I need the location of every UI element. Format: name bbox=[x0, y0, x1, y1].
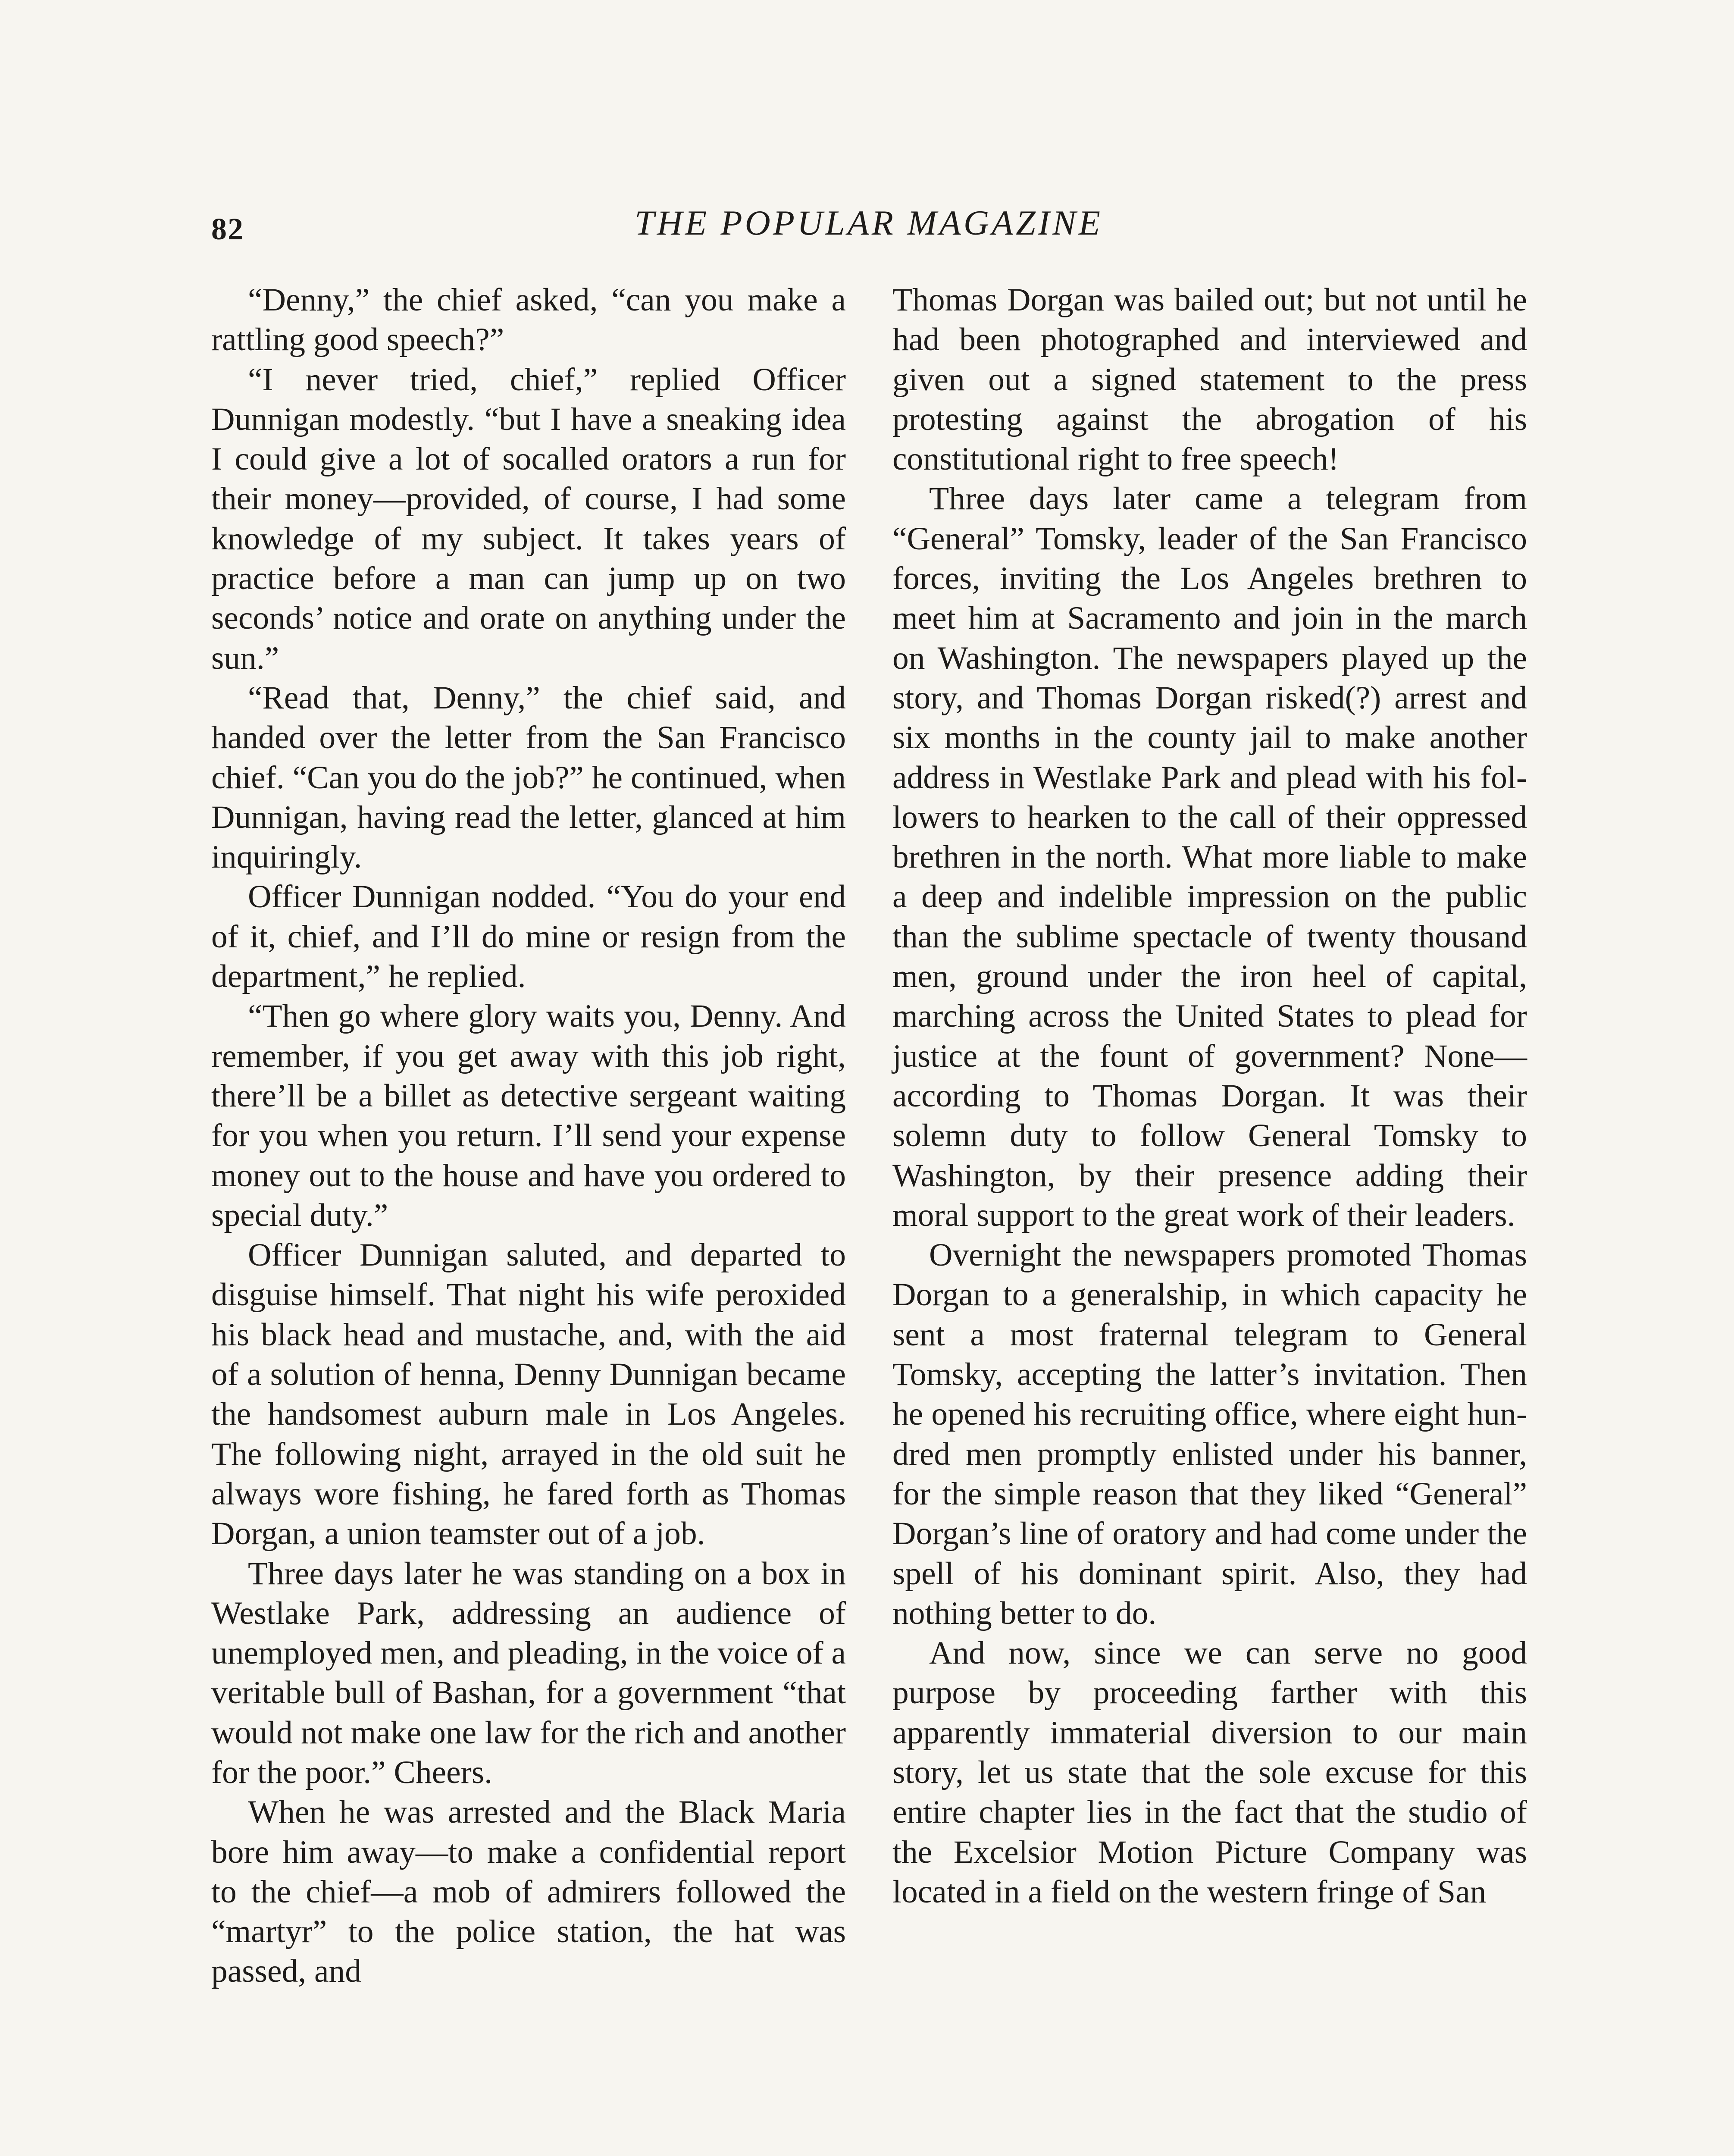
paragraph: Three days later he was standing on a box in Westlake Park, addressing an audience of unemployed men, and pleading, in the voice of a veritable bull of Bashan, for a government “that would not make one law for the rich and another for the poor.” Cheers. bbox=[211, 1555, 846, 1790]
page-header bbox=[211, 203, 1526, 259]
paragraph: “Read that, Denny,” the chief said, and handed over the letter from the San Francisco chief. “Can you do the job?” he continued, when Dunnigan, having read the letter, glanced at him inquiringly. bbox=[211, 680, 846, 875]
paragraph: “Denny,” the chief asked, “can you make a rattling good speech?” bbox=[211, 282, 846, 358]
paragraph: Three days later came a telegram from “General” Tomsky, leader of the San Francisco forces, inviting the Los Angeles brethren to meet him at Sacramento and join in the march on Washington. The newspapers played up the story, and Thomas Dorgan risked(?) arrest and six months in the county jail to make another address in Westlake Park and plead with his followers to hearken to the call of their oppressed brethren in the north. What more liable to make a deep and indelible impression on the public than the sublime spectacle of twenty thousand men, ground under the iron heel of capital, marching across the United States to plead for justice at the fount of government? None—according to Thomas Dorgan. It was their solemn duty to follow General Tomsky to Washington, by their presence adding their moral support to the great work of their leaders. bbox=[892, 481, 1527, 1233]
paragraph: “Then go where glory waits you, Denny. And remember, if you get away with this job right, there’ll be a billet as detective sergeant waiting for you when you return. I’ll send your expense money out to the house and have you ordered to special duty.” bbox=[211, 998, 846, 1233]
paragraph: And now, since we can serve no good purpose by proceeding farther with this apparently immaterial diversion to our main story, let us state that the sole excuse for this entire chapter lies in the fact that the studio of the Excelsior Motion Picture Company was located in a field on the western fringe of San bbox=[892, 1635, 1527, 1910]
paragraph: “I never tried, chief,” replied Officer Dunnigan modestly. “but I have a sneaking idea I could give a lot of socalled orators a run for their money—provided, of course, I had some knowledge of my subject. It takes years of practice before a man can jump up on two seconds’ notice and orate on anything under the sun.” bbox=[211, 361, 846, 676]
paragraph: When he was arrested and the Black Maria bore him away—to make a confidential report to the chief—a mob of admirers followed the “martyr” to the police station, the hat was passed, and bbox=[211, 1794, 846, 1990]
right-column bbox=[892, 280, 1527, 1912]
paragraph: Overnight the newspapers promoted Thomas Dorgan to a generalship, in which capacity he sent a most fraternal telegram to General Tomsky, accepting the latter’s invitation. Then he opened his recruiting office, where eight hundred men promptly enlisted under his banner, for the simple reason that they liked “General” Dorgan’s line of oratory and had come under the spell of his dominant spirit. Also, they had nothing better to do. bbox=[892, 1237, 1527, 1631]
paragraph: Officer Dunnigan nodded. “You do your end of it, chief, and I’ll do mine or resign from the department,” he replied. bbox=[211, 879, 846, 995]
paragraph: Officer Dunnigan saluted, and departed to disguise himself. That night his wife peroxided his black head and mustache, and, with the aid of a solution of henna, Denny Dunnigan became the handsomest auburn male in Los Angeles. The following night, arrayed in the old suit he always wore fishing, he fared forth as Thomas Dorgan, a union teamster out of a job. bbox=[211, 1237, 846, 1552]
page-number: 82 bbox=[211, 212, 244, 246]
continued-paragraph: Thomas Dorgan was bailed out; but not until he had been photographed and interviewed and given out a signed statement to the press protesting against the abrogation of his constitutional right to free speech! bbox=[892, 282, 1527, 477]
running-title: THE POPULAR MAGAZINE bbox=[635, 203, 1103, 242]
left-column bbox=[211, 280, 846, 1992]
